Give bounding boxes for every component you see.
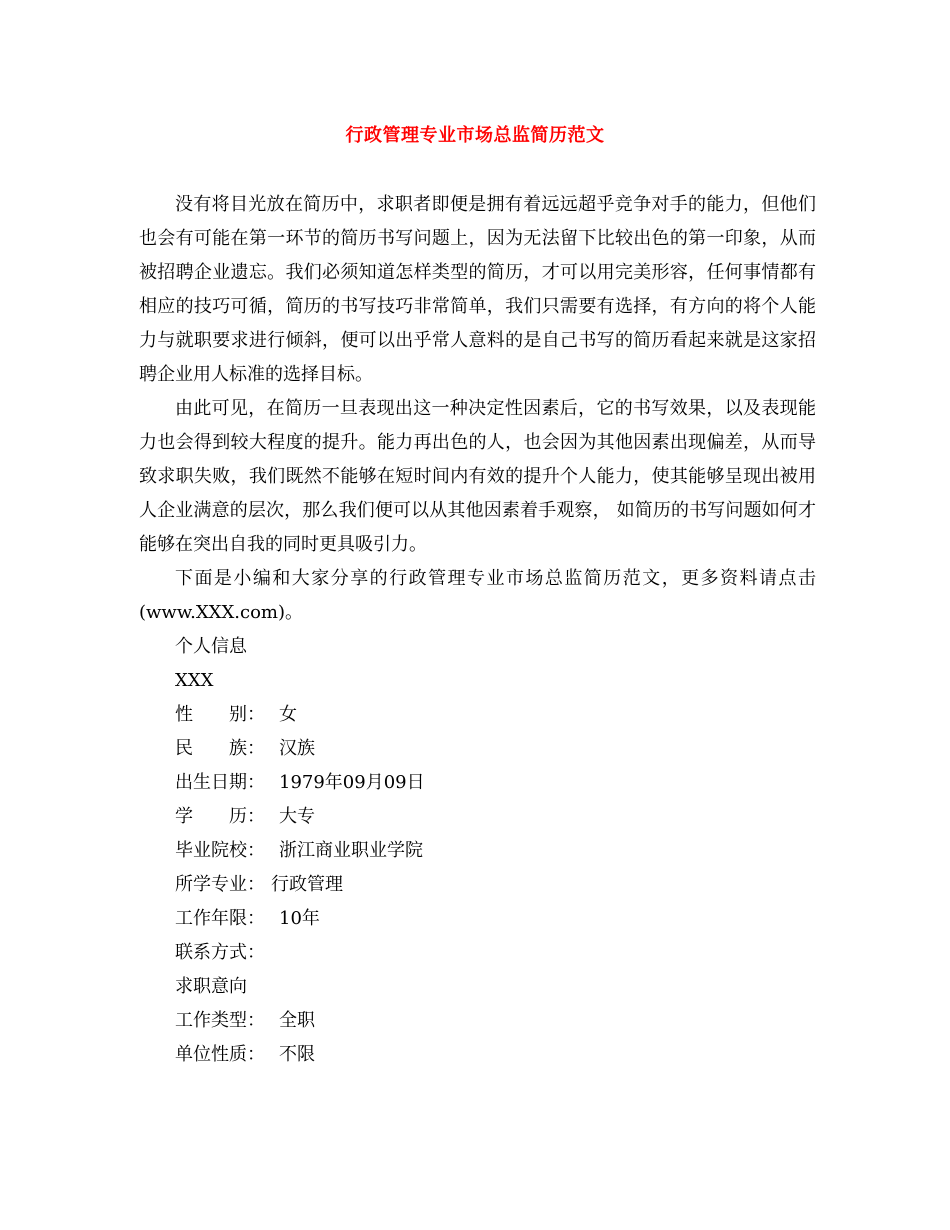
- field-school: [139, 834, 816, 868]
- field-label: 毕业院校：: [175, 840, 265, 861]
- field-value: 全职: [279, 1010, 315, 1031]
- paragraph-2: 由此可见，在简历一旦表现出这一种决定性因素后，它的书写效果，以及表现能力也会得到较大程度的提升。能力再出色的人，也会因为其他因素出现偏差，从而导致求职失败，我们既然不能够在短时间内有效的提升个人能力，使其能够呈现出被用人企业满意的层次，那么我们便可以从其他因素着手观察， 如简历的书写问题如何才能够在突出自我的同时更具吸引力。: [139, 398, 816, 555]
- paragraph-3: 下面是小编和大家分享的行政管理专业市场总监简历范文，更多资料请点击(www.XXX.com)。: [139, 568, 816, 623]
- field-label: 民 族：: [175, 738, 265, 759]
- document-title: 行政管理专业市场总监简历范文: [345, 125, 605, 146]
- field-value: 行政管理: [271, 874, 343, 895]
- paragraph-1: 没有将目光放在简历中，求职者即便是拥有着远远超乎竞争对手的能力，但他们也会有可能在第一环节的简历书写问题上，因为无法留下比较出色的第一印象，从而被招聘企业遗忘。我们必须知道怎样类型的简历，才可以用完美形容，任何事情都有相应的技巧可循，简历的书写技巧非常简单，我们只需要有选择，有方向的将个人能力与就职要求进行倾斜，便可以出乎常人意料的是自己书写的简历看起来就是这家招聘企业用人标准的选择目标。: [139, 194, 816, 385]
- field-education: [139, 800, 816, 834]
- field-value: 不限: [279, 1044, 315, 1065]
- field-label: 工作年限：: [175, 908, 265, 929]
- section-personal-heading: 个人信息: [175, 636, 247, 657]
- field-company-type: [139, 1038, 816, 1072]
- field-label: 性 别：: [175, 704, 265, 725]
- section-intent-heading: 求职意向: [175, 976, 247, 997]
- resume-name: XXX: [175, 670, 214, 691]
- field-ethnicity: [139, 732, 816, 766]
- field-value: 浙江商业职业学院: [279, 840, 423, 861]
- document-body: [139, 188, 816, 1072]
- field-value: 10年: [279, 908, 320, 929]
- field-label: 工作类型：: [175, 1010, 265, 1031]
- field-label: 单位性质：: [175, 1044, 265, 1065]
- field-birthdate: [139, 766, 816, 800]
- field-gender: [139, 698, 816, 732]
- field-work-type: [139, 1004, 816, 1038]
- field-major: [139, 868, 816, 902]
- field-label: 所学专业：: [175, 874, 265, 895]
- field-label: 学 历：: [175, 806, 265, 827]
- field-label: 出生日期：: [175, 772, 265, 793]
- field-value: 汉族: [279, 738, 315, 759]
- field-value: 大专: [279, 806, 315, 827]
- field-years: [139, 902, 816, 936]
- field-contact: [139, 936, 816, 970]
- field-label: 联系方式：: [175, 942, 265, 963]
- field-value: 女: [279, 704, 297, 725]
- field-value: 1979年09月09日: [279, 772, 425, 793]
